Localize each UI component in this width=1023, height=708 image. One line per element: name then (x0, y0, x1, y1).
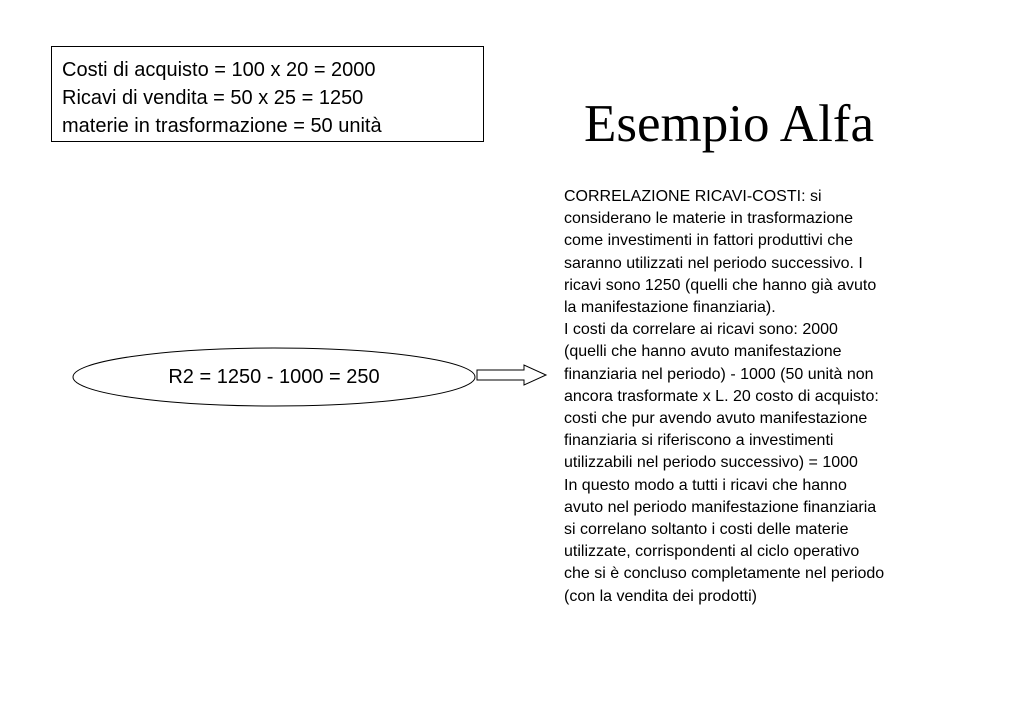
body-line: utilizzate, corrispondenti al ciclo operativo (564, 543, 860, 561)
info-box (51, 46, 484, 142)
body-line: (con la vendita dei prodotti) (564, 587, 757, 605)
body-line: finanziaria si riferiscono a investimenti (564, 432, 834, 450)
body-line: I costi da correlare ai ricavi sono: 2000 (564, 321, 838, 339)
info-line-costi: Costi di acquisto = 100 x 20 = 2000 (62, 59, 376, 81)
body-line: come investimenti in fattori produttivi che (564, 232, 854, 250)
body-line: si correlano soltanto i costi delle materie (564, 521, 849, 539)
right-arrow-icon (476, 364, 548, 386)
body-line: che si è concluso completamente nel periodo (564, 565, 885, 583)
body-line: ancora trasformate x L. 20 costo di acquisto: (564, 387, 879, 405)
body-line: (quelli che hanno avuto manifestazione (564, 343, 842, 361)
body-line: ricavi sono 1250 (quelli che hanno già avuto (564, 276, 877, 294)
info-line-materie: materie in trasformazione = 50 unità (62, 115, 382, 137)
body-line: finanziaria nel periodo) - 1000 (50 unità non (564, 365, 874, 383)
body-line: utilizzabili nel periodo successivo) = 1000 (564, 454, 858, 472)
slide-title: Esempio Alfa (584, 95, 874, 153)
result-ellipse (72, 347, 476, 407)
body-line: In questo modo a tutti i ricavi che hanno (564, 476, 847, 494)
body-line: avuto nel periodo manifestazione finanziaria (564, 498, 877, 516)
result-label: R2 = 1250 - 1000 = 250 (168, 366, 380, 388)
body-line: considerano le materie in trasformazione (564, 210, 854, 228)
body-line: saranno utilizzati nel periodo successivo. I (564, 254, 863, 272)
body-line: costi che pur avendo avuto manifestazione (564, 410, 868, 428)
body-line: CORRELAZIONE RICAVI-COSTI: si (564, 188, 822, 205)
info-line-ricavi: Ricavi di vendita = 50 x 25 = 1250 (62, 87, 364, 109)
body-line: la manifestazione finanziaria). (564, 299, 776, 317)
correlation-paragraph (564, 186, 954, 608)
